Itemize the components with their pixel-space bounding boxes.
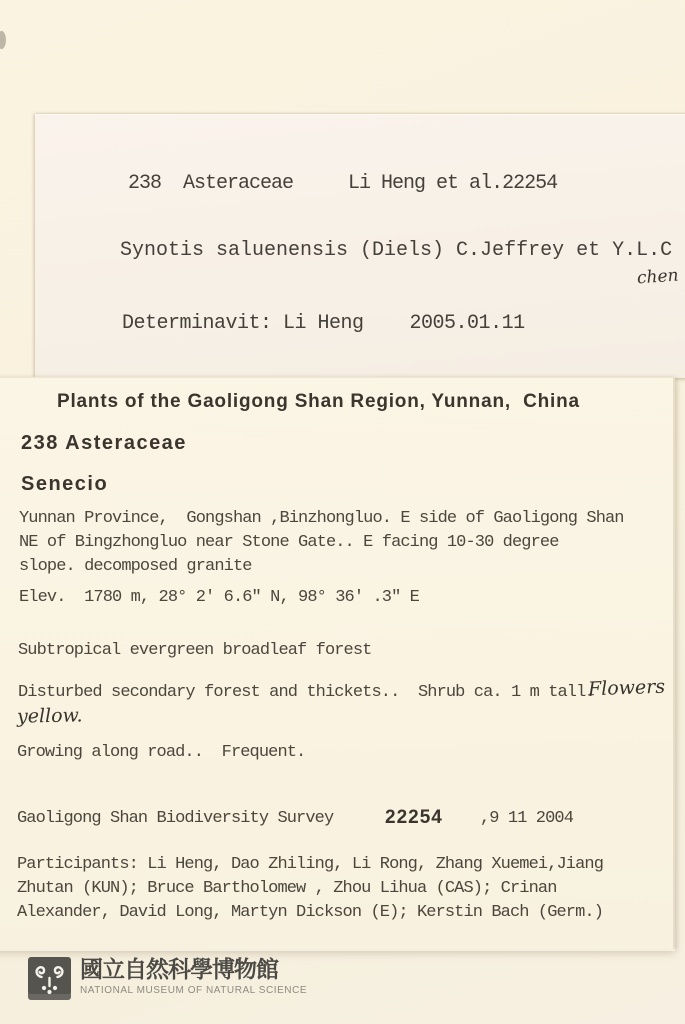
label-title: Plants of the Gaoligong Shan Region, Yunnan, China (57, 391, 580, 412)
museum-logo-icon (28, 957, 71, 1000)
locality-line-1: Yunnan Province, Gongshan ,Binzhongluo. E side of Gaoligong Shan (19, 509, 624, 528)
elevation-coordinates: Elev. 1780 m, 28° 2′ 6.6″ N, 98° 36′ .3″ E (19, 588, 419, 607)
handwritten-flowers: Flowers (587, 675, 666, 701)
participants-line-3: Alexander, David Long, Martyn Dickson (E); Kerstin Bach (Germ.) (17, 903, 604, 922)
locality-line-3: slope. decomposed granite (19, 557, 252, 576)
description-line: Disturbed secondary forest and thickets.. Shrub ca. 1 m tall. (18, 683, 595, 702)
label-genus: Senecio (21, 473, 109, 495)
collection-number: 22254 (385, 807, 443, 828)
slip-collector-line: 238 Asteraceae Li Heng et al.22254 (128, 172, 558, 195)
museum-name-english: NATIONAL MUSEUM OF NATURAL SCIENCE (80, 985, 308, 996)
museum-name-block (80, 957, 307, 996)
locality-line-2: NE of Bingzhongluo near Stone Gate.. E facing 10-30 degree (19, 533, 559, 552)
slip-handwritten-chen: chen (636, 265, 680, 289)
handwritten-yellow: yellow. (16, 704, 83, 728)
fern-spiral-icon (28, 957, 71, 1000)
collection-date: ,9 11 2004 (480, 809, 574, 828)
museum-logo (28, 957, 307, 1005)
paper-edge-smudge (0, 31, 6, 49)
participants-line-2: Zhutan (KUN); Bruce Bartholomew , Zhou Lihua (CAS); Crinan (17, 879, 557, 898)
occurrence-line: Growing along road.. Frequent. (17, 743, 306, 762)
label-family: 238 Asteraceae (21, 432, 187, 454)
slip-scientific-name: Synotis saluenensis (Diels) C.Jeffrey et Y.L.C (120, 239, 673, 262)
participants-line-1: Participants: Li Heng, Dao Zhiling, Li Rong, Zhang Xuemei,Jiang (17, 855, 604, 874)
survey-name: Gaoligong Shan Biodiversity Survey (17, 809, 334, 828)
slip-determinavit-line: Determinavit: Li Heng 2005.01.11 (122, 312, 525, 335)
museum-name-chinese: 國立自然科學博物館 (80, 957, 278, 983)
habitat-line: Subtropical evergreen broadleaf forest (18, 641, 372, 660)
